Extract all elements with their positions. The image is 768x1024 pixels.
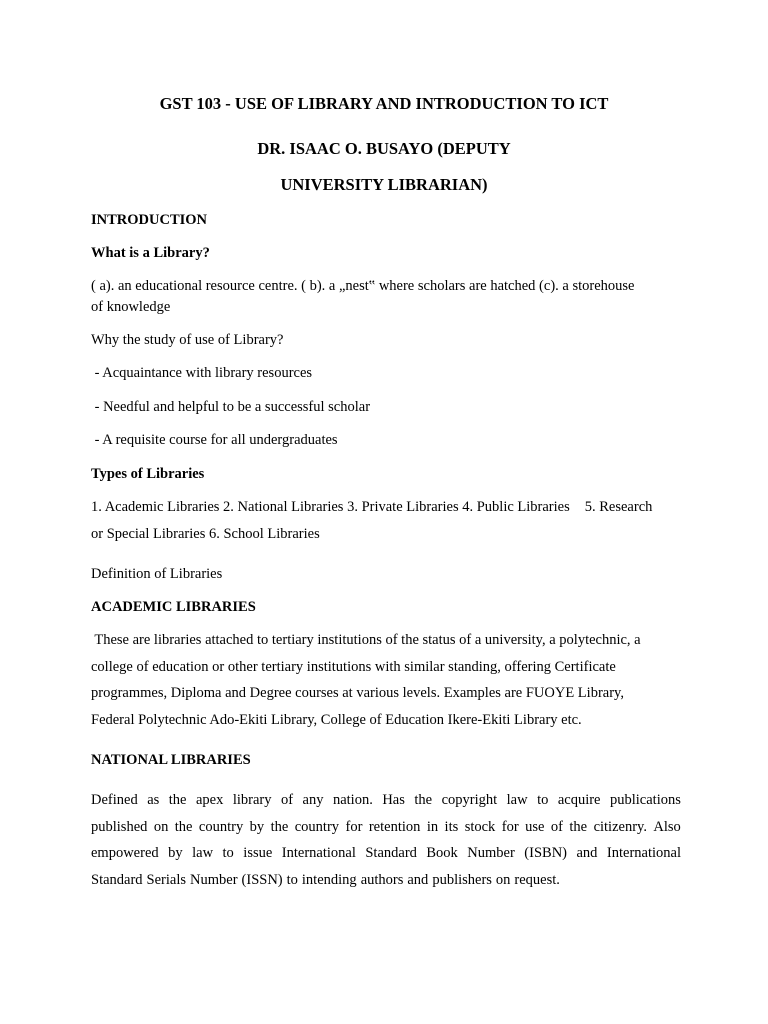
word: International [281, 845, 356, 861]
reason-item: - Needful and helpful to be a successful scholar [91, 399, 371, 415]
course-title: GST 103 - USE OF LIBRARY AND INTRODUCTION TO ICT [159, 94, 609, 113]
types-list-part-b: 5. Research [584, 499, 653, 515]
word: publishers [432, 871, 492, 888]
library-definition-line-1: ( a). an educational resource centre. ( b). a „nest‟ where scholars are hatched (c). a storehouse [91, 278, 635, 294]
types-list-part-a: 1. Academic Libraries 2. National Libraries 3. Private Libraries 4. Public Libraries [91, 499, 570, 515]
paragraph-line [91, 792, 681, 819]
word: authors [360, 871, 404, 888]
word: acquire [557, 792, 601, 808]
national-heading: NATIONAL LIBRARIES [91, 752, 251, 768]
types-heading: Types of Libraries [91, 466, 205, 482]
paragraph-line: college of education or other tertiary institutions with similar standing, offering Certificate [91, 658, 616, 675]
word: request. [514, 871, 560, 888]
word: stock [464, 818, 496, 835]
word: its [444, 818, 459, 835]
library-definition-line-2: of knowledge [91, 299, 171, 315]
word: Number [467, 845, 515, 861]
reason-item: - A requisite course for all undergraduates [91, 432, 338, 448]
word: published [91, 818, 148, 835]
word: empowered [91, 845, 159, 861]
word: nation. [332, 792, 373, 808]
reason-item: - Acquaintance with library resources [91, 365, 313, 381]
word: Number [190, 871, 238, 888]
types-list-line-2: or Special Libraries 6. School Libraries [91, 526, 320, 542]
word: the [270, 818, 289, 835]
word: Has [382, 792, 405, 808]
word: of [280, 792, 294, 808]
word: by [249, 818, 265, 835]
word: and [576, 845, 598, 861]
word: copyright [441, 792, 498, 808]
word: intending [301, 871, 357, 888]
paragraph-line: These are libraries attached to tertiary institutions of the status of a university, a polytechnic, a [91, 632, 641, 648]
word: International [606, 845, 681, 861]
paragraph-line: programmes, Diploma and Degree courses at various levels. Examples are FUOYE Library, [91, 685, 624, 701]
why-study-question: Why the study of use of Library? [91, 332, 284, 348]
word: in [426, 818, 439, 835]
word: law [192, 845, 214, 861]
author-line-1: DR. ISAAC O. BUSAYO (DEPUTY [257, 139, 511, 158]
word: Standard [365, 845, 417, 861]
word: by [168, 845, 183, 861]
word: to [537, 792, 549, 808]
paragraph-line: Federal Polytechnic Ado-Ekiti Library, College of Education Ikere-Ekiti Library etc. [91, 711, 582, 728]
word: the [569, 818, 588, 835]
word: on [495, 871, 511, 888]
paragraph-line [91, 819, 681, 846]
types-list-line-1 [91, 499, 681, 516]
word: retention [368, 818, 421, 835]
word: Standard [91, 871, 143, 888]
word: the [174, 818, 193, 835]
word: country [198, 818, 244, 835]
word: use [525, 818, 545, 835]
word: publications [609, 792, 681, 808]
author-line-2: UNIVERSITY LIBRARIAN) [280, 175, 488, 194]
word: Serials [146, 871, 187, 888]
word: to [286, 871, 298, 888]
word: library [232, 792, 272, 808]
word: for [345, 818, 363, 835]
word: Book [426, 845, 458, 861]
word: issue [243, 845, 273, 861]
word: Defined [91, 792, 138, 808]
paragraph-line [91, 845, 681, 872]
introduction-heading: INTRODUCTION [91, 212, 208, 228]
paragraph-line [91, 872, 681, 899]
word: citizenry. [593, 818, 647, 835]
academic-paragraph [91, 632, 681, 738]
word: the [414, 792, 433, 808]
national-paragraph [91, 792, 681, 898]
word: Also [653, 818, 681, 835]
word: of [550, 818, 563, 835]
word: the [168, 792, 187, 808]
word: as [147, 792, 160, 808]
word: law [506, 792, 528, 808]
word: any [302, 792, 324, 808]
word: for [501, 818, 519, 835]
word: to [222, 845, 234, 861]
word: and [407, 871, 429, 888]
academic-heading: ACADEMIC LIBRARIES [91, 599, 256, 615]
what-is-library-question: What is a Library? [91, 245, 210, 261]
word: on [153, 818, 169, 835]
word: (ISSN) [241, 871, 283, 888]
word: country [294, 818, 340, 835]
word: (ISBN) [524, 845, 567, 861]
definition-heading: Definition of Libraries [91, 566, 223, 582]
word: apex [195, 792, 224, 808]
